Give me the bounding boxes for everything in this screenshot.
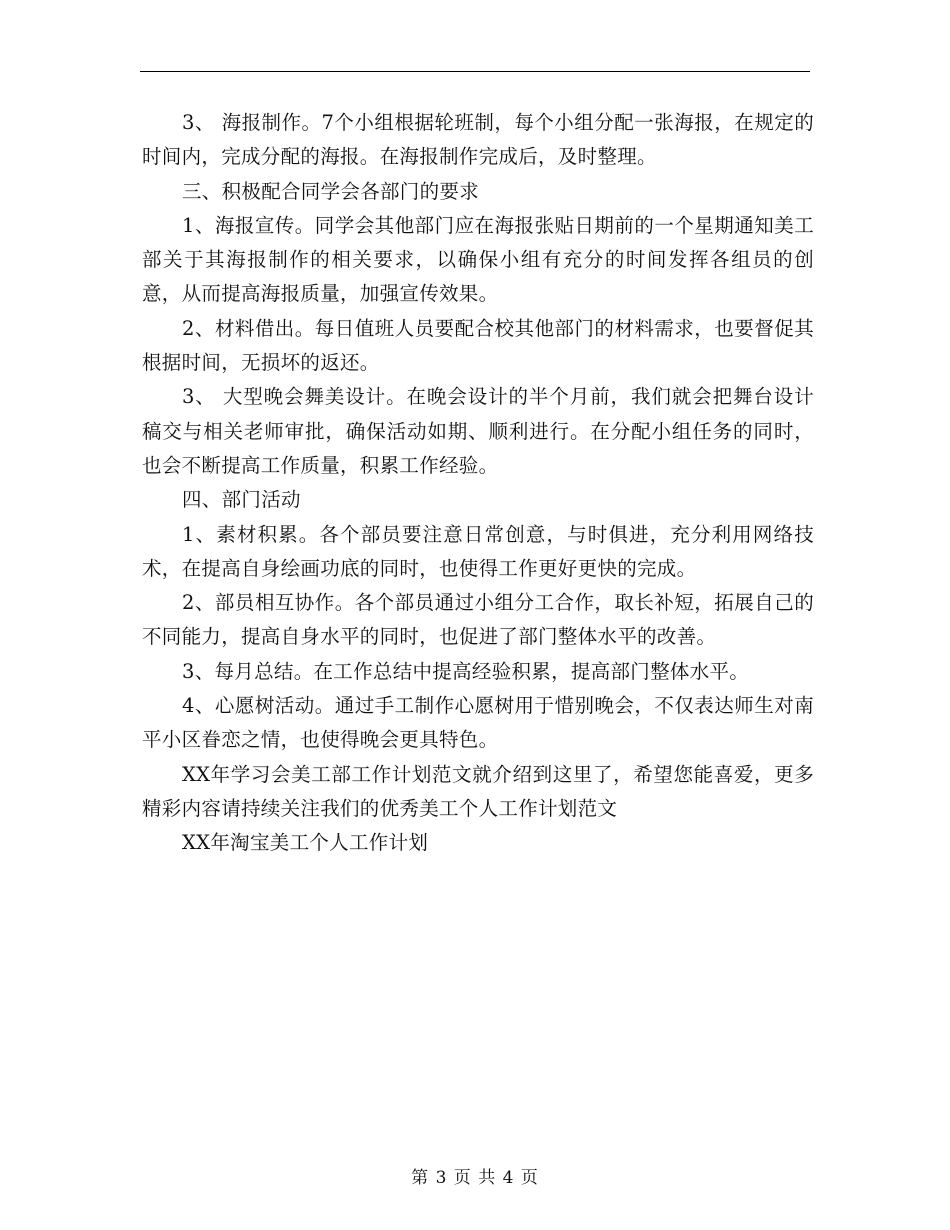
paragraph-wish-tree: 4、心愿树活动。通过手工制作心愿树用于惜别晚会，不仅表达师生对南平小区眷恋之情，也使得晚会更具特色。 — [142, 694, 814, 752]
paragraph-closing: XX年学习会美工部工作计划范文就介绍到这里了，希望您能喜爱，更多精彩内容请持续关注我们的优秀美工个人工作计划范文 — [142, 762, 814, 820]
page-number-footer: 第 3 页 共 4 页 — [411, 1168, 539, 1188]
heading-department-activities: 四、部门活动 — [182, 488, 301, 512]
paragraph-member-cooperation: 2、部员相互协作。各个部员通过小组分工合作，取长补短，拓展自己的不同能力，提高自身水平的同时，也促进了部门整体水平的改善。 — [142, 591, 814, 649]
document-body — [142, 106, 814, 861]
paragraph-material-accumulation: 1、素材积累。各个部员要注意日常创意，与时俱进，充分利用网络技术，在提高自身绘画功底的同时，也使得工作更好更快的完成。 — [142, 522, 814, 580]
paragraph-material-lending: 2、材料借出。每日值班人员要配合校其他部门的材料需求，也要督促其根据时间，无损坏的返还。 — [142, 316, 814, 375]
paragraph-stage-design: 3、 大型晚会舞美设计。在晚会设计的半个月前，我们就会把舞台设计稿交与相关老师审批，确保活动如期、顺利进行。在分配小组任务的同时，也会不断提高工作质量，积累工作经验。 — [142, 385, 814, 477]
header-rule — [140, 71, 810, 72]
heading-cooperate-departments: 三、积极配合同学会各部门的要求 — [182, 179, 480, 203]
paragraph-poster-making: 3、 海报制作。7个小组根据轮班制，每个小组分配一张海报，在规定的时间内，完成分配的海报。在海报制作完成后，及时整理。 — [142, 111, 814, 169]
paragraph-next-title: XX年淘宝美工个人工作计划 — [182, 831, 429, 855]
paragraph-monthly-summary: 3、每月总结。在工作总结中提高经验积累，提高部门整体水平。 — [182, 659, 750, 683]
paragraph-poster-promotion: 1、海报宣传。同学会其他部门应在海报张贴日期前的一个星期通知美工部关于其海报制作的相关要求，以确保小组有充分的时间发挥各组员的创意，从而提高海报质量，加强宣传效果。 — [142, 213, 814, 306]
